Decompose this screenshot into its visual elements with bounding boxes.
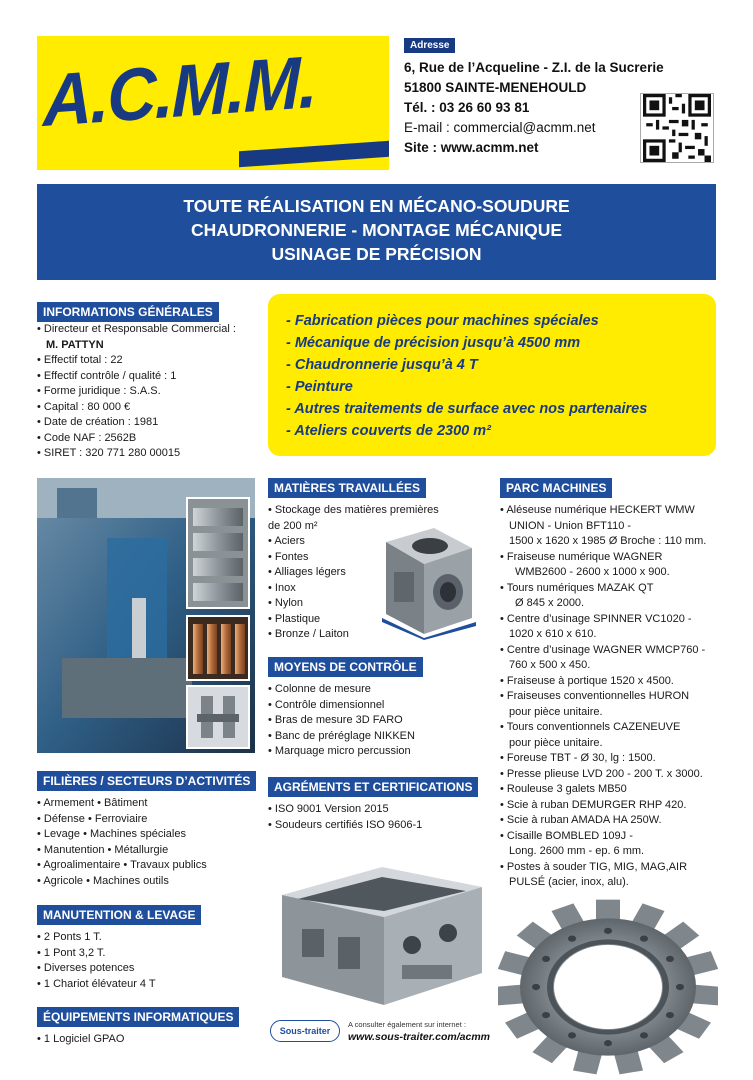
address-phone: Tél. : 03 26 60 93 81	[404, 100, 530, 115]
list-item: • Banc de préréglage NIKKEN	[268, 729, 488, 745]
banner-line3: USINAGE DE PRÉCISION	[271, 244, 482, 264]
list-item: • ISO 9001 Version 2015	[268, 802, 488, 818]
list-item: pour pièce unitaire.	[509, 736, 603, 749]
matieres-title: MATIÈRES TRAVAILLÉES	[268, 478, 426, 498]
filieres-list	[37, 796, 262, 889]
list-item: • Contrôle dimensionnel	[268, 698, 488, 714]
list-item: • Effectif contrôle / qualité : 1	[37, 369, 262, 385]
title-banner	[37, 184, 716, 280]
list-item: • 2 Ponts 1 T.	[37, 930, 262, 946]
sous-traiter-logo: Sous-traiter	[270, 1020, 340, 1042]
list-item: • Fraiseuse numérique WAGNER	[500, 550, 725, 566]
list-item: • Défense • Ferroviaire	[37, 812, 262, 828]
list-item: • Inox	[268, 581, 468, 597]
list-item: • Stockage des matières premières	[268, 503, 468, 519]
list-item: • Colonne de mesure	[268, 682, 488, 698]
address-tag: Adresse	[404, 38, 455, 53]
controle-list	[268, 682, 488, 760]
list-item: PULSÉ (acier, inox, alu).	[509, 876, 629, 888]
filieres-title: FILIÈRES / SECTEURS D’ACTIVITÉS	[37, 771, 256, 791]
list-item: • SIRET : 320 771 280 00015	[37, 446, 262, 462]
list-item: • Diverses potences	[37, 961, 262, 977]
list-item: • Rouleuse 3 galets MB50	[500, 782, 725, 798]
list-item: • Centre d’usinage WAGNER WMCP760 -	[500, 643, 725, 659]
list-item: • 1 Chariot élévateur 4 T	[37, 977, 262, 993]
list-item: • Fraiseuse à portique 1520 x 4500.	[500, 674, 725, 690]
list-item: • Levage • Machines spéciales	[37, 827, 262, 843]
list-item: • Capital : 80 000 €	[37, 400, 262, 416]
list-item: • Scie à ruban DEMURGER RHP 420.	[500, 798, 725, 814]
list-item: • Fraiseuses conventionnelles HURON	[500, 689, 725, 705]
list-item: • Foreuse TBT - Ø 30, lg : 1500.	[500, 751, 725, 767]
address-site[interactable]: Site : www.acmm.net	[404, 140, 539, 155]
banner-line1: TOUTE RÉALISATION EN MÉCANO-SOUDURE	[183, 196, 570, 216]
list-item: • Manutention • Métallurgie	[37, 843, 262, 859]
address-line1: 6, Rue de l’Acqueline - Z.I. de la Sucrerie	[404, 60, 664, 75]
logo-bar	[239, 141, 389, 167]
list-item: • Agricole • Machines outils	[37, 874, 262, 890]
list-item: • Cisaille BOMBLED 109J -	[500, 829, 725, 845]
list-item: • Aciers	[268, 534, 468, 550]
list-item: • Date de création : 1981	[37, 415, 262, 431]
list-item: • Soudeurs certifiés ISO 9606-1	[268, 818, 488, 834]
list-item: • Directeur et Responsable Commercial :	[37, 322, 262, 338]
list-item: • Armement • Bâtiment	[37, 796, 262, 812]
list-item: • Nylon	[268, 596, 468, 612]
equipements-list	[37, 1032, 262, 1048]
highlight-item: - Peinture	[286, 379, 353, 395]
list-item: • Postes à souder TIG, MIG, MAG,AIR	[500, 860, 725, 876]
highlight-item: - Ateliers couverts de 2300 m²	[286, 423, 491, 439]
list-item: • Code NAF : 2562B	[37, 431, 262, 447]
list-item: M. PATTYN	[46, 338, 104, 351]
list-item: • 1 Pont 3,2 T.	[37, 946, 262, 962]
highlight-item: - Mécanique de précision jusqu’à 4500 mm	[286, 335, 581, 351]
machined-block-photo	[372, 522, 480, 640]
highlight-item: - Autres traitements de surface avec nos partenaires	[286, 401, 648, 417]
qr-code	[640, 93, 714, 163]
workshop-photo	[37, 478, 255, 753]
controle-title: MOYENS DE CONTRÔLE	[268, 657, 423, 677]
company-logo	[37, 36, 389, 170]
list-item: • Effectif total : 22	[37, 353, 262, 369]
highlights-box	[268, 294, 716, 456]
list-item: • Marquage micro percussion	[268, 744, 488, 760]
parc-title: PARC MACHINES	[500, 478, 612, 498]
list-item: • Aléseuse numérique HECKERT WMW	[500, 503, 725, 519]
list-item: • Bras de mesure 3D FARO	[268, 713, 488, 729]
agrements-list	[268, 802, 488, 833]
equipements-title: ÉQUIPEMENTS INFORMATIQUES	[37, 1007, 239, 1027]
list-item: Long. 2600 mm - ep. 6 mm.	[509, 845, 645, 857]
footer-note: A consulter également sur internet :	[348, 1020, 466, 1029]
infos-title: INFORMATIONS GÉNÉRALES	[37, 302, 219, 322]
parc-list	[500, 503, 725, 891]
logo-text: A.C.M.M.	[43, 39, 316, 142]
list-item: • Presse plieuse LVD 200 - 200 T. x 3000.	[500, 767, 725, 783]
infos-list	[37, 322, 262, 462]
address-email[interactable]: E-mail : commercial@acmm.net	[404, 120, 596, 135]
list-item: • Fontes	[268, 550, 468, 566]
welded-frame-photo	[262, 855, 492, 1015]
list-item: UNION - Union BFT110 -	[509, 519, 632, 532]
list-item: • Alliages légers	[268, 565, 468, 581]
list-item: • Forme juridique : S.A.S.	[37, 384, 262, 400]
address-line2: 51800 SAINTE-MENEHOULD	[404, 80, 587, 95]
list-item: Ø 845 x 2000.	[515, 597, 585, 609]
list-item: • Scie à ruban AMADA HA 250W.	[500, 813, 725, 829]
agrements-title: AGRÉMENTS ET CERTIFICATIONS	[268, 777, 478, 797]
list-item: • Agroalimentaire • Travaux publics	[37, 858, 262, 874]
gear-ring-photo	[498, 895, 718, 1075]
highlight-item: - Chaudronnerie jusqu’à 4 T	[286, 357, 478, 373]
list-item: • Centre d’usinage SPINNER VC1020 -	[500, 612, 725, 628]
list-item: 760 x 500 x 450.	[509, 659, 591, 671]
list-item: • 1 Logiciel GPAO	[37, 1032, 262, 1048]
list-item: • Tours numériques MAZAK QT	[500, 581, 725, 597]
list-item: 1500 x 1620 x 1985 Ø Broche : 110 mm.	[509, 535, 707, 547]
list-item: 1020 x 610 x 610.	[509, 628, 597, 640]
list-item: • Tours conventionnels CAZENEUVE	[500, 720, 725, 736]
list-item: WMB2600 - 2600 x 1000 x 900.	[515, 566, 670, 578]
manutention-title: MANUTENTION & LEVAGE	[37, 905, 201, 925]
list-item: de 200 m²	[268, 519, 318, 532]
list-item: pour pièce unitaire.	[509, 705, 603, 718]
list-item: • Plastique	[268, 612, 468, 628]
manutention-list	[37, 930, 262, 992]
banner-line2: CHAUDRONNERIE - MONTAGE MÉCANIQUE	[190, 220, 563, 240]
footer-url[interactable]: www.sous-traiter.com/acmm	[348, 1031, 490, 1043]
highlight-item: - Fabrication pièces pour machines spéciales	[286, 313, 599, 329]
list-item: • Bronze / Laiton	[268, 627, 468, 643]
